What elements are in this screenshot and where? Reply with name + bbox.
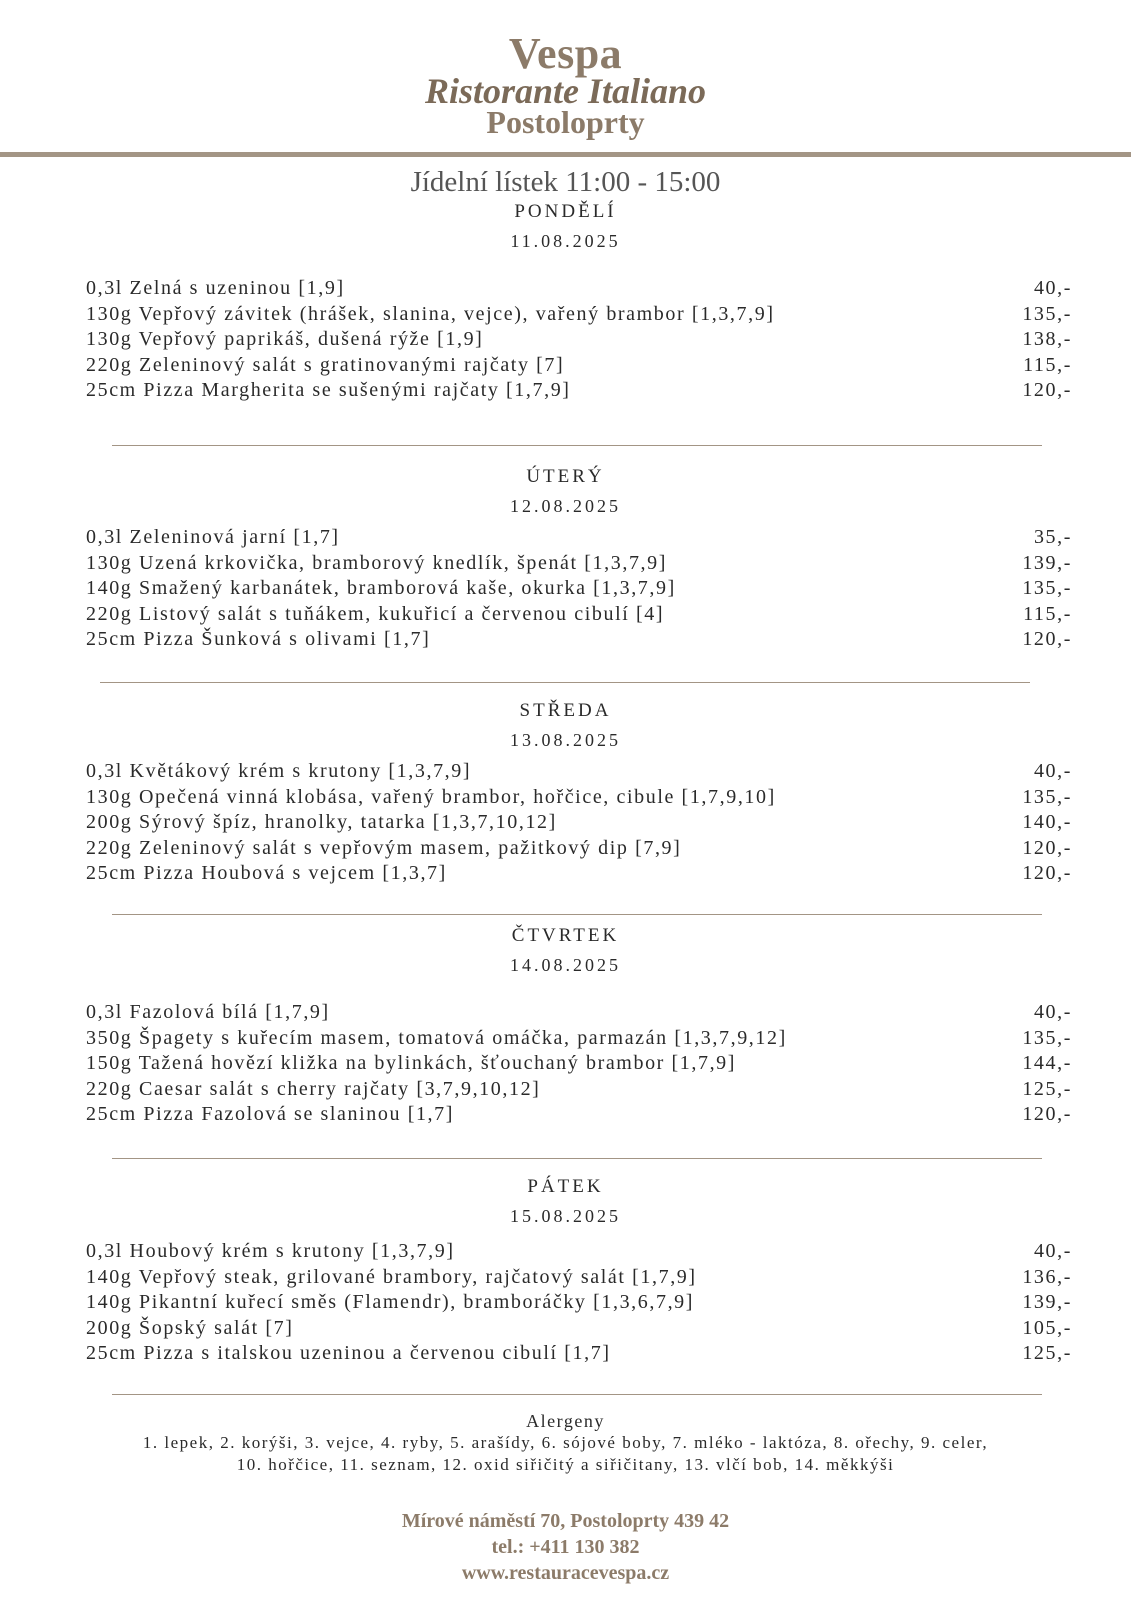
item-price: 125,- [1022,1342,1072,1364]
item-price: 115,- [1023,353,1072,376]
allergens-block [0,1410,1131,1476]
item-price: 115,- [1023,602,1072,625]
item-name: 25cm Pizza Fazolová se slaninou [1,7] [86,1103,455,1125]
menu-item [86,1291,1072,1317]
menu-item [86,354,1072,380]
menu-item [86,1342,1072,1368]
item-price: 120,- [1022,628,1072,650]
day-name: STŘEDA [519,700,612,721]
item-name: 130g Vepřový závitek (hrášek, slanina, vejce), vařený brambor [1,3,7,9] [86,302,775,325]
footer-website[interactable]: www.restauracevespa.cz [461,1562,670,1584]
item-name: 25cm Pizza s italskou uzeninou a červenou cibulí [1,7] [86,1342,611,1364]
item-name: 130g Opečená vinná klobása, vařený brambor, hořčice, cibule [1,7,9,10] [86,785,776,808]
menu-item [86,277,1072,303]
day-date: 14.08.2025 [510,955,621,975]
menu-item [86,837,1072,863]
menu-items [86,1001,1072,1129]
header [0,0,1131,160]
menu-item [86,811,1072,837]
day-date: 15.08.2025 [510,1206,621,1226]
item-name: 25cm Pizza Šunková s olivami [1,7] [86,628,431,650]
day-name: PÁTEK [527,1176,604,1197]
menu-items [86,526,1072,654]
menu-item [86,862,1072,888]
item-price: 144,- [1022,1052,1072,1074]
brand-subtitle: Ristorante Italiano [424,71,707,111]
item-name: 25cm Pizza Margherita se sušenými rajčaty [1,7,9] [86,379,571,401]
item-price: 135,- [1022,302,1072,325]
item-name: 150g Tažená hovězí kližka na bylinkách, šťouchaný brambor [1,7,9] [86,1052,737,1074]
item-name: 220g Listový salát s tuňákem, kukuřicí a červenou cibulí [4] [86,602,665,625]
footer-address: Mírové náměstí 70, Postoloprty 439 42 [401,1510,730,1532]
item-price: 120,- [1022,1103,1072,1125]
menu-item [86,303,1072,329]
menu-item [86,1001,1072,1027]
menu-items [86,277,1072,405]
item-name: 140g Vepřový steak, grilované brambory, rajčatový salát [1,7,9] [86,1265,697,1288]
item-name: 130g Uzená krkovička, bramborový knedlík, špenát [1,3,7,9] [86,551,668,574]
item-price: 135,- [1022,577,1072,599]
menu-item [86,379,1072,405]
day-date: 13.08.2025 [510,730,621,750]
item-name: 220g Caesar salát s cherry rajčaty [3,7,9,10,12] [86,1077,541,1100]
menu-item [86,1052,1072,1078]
item-name: 140g Smažený karbanátek, bramborová kaše, okurka [1,3,7,9] [86,577,676,599]
menu-title: Jídelní lístek 11:00 - 15:00 [410,166,721,198]
day-date: 11.08.2025 [510,231,621,251]
item-name: 220g Zeleninový salát s vepřovým masem, pažitkový dip [7,9] [86,836,682,859]
brand-name: Vespa [508,29,623,78]
item-price: 105,- [1022,1316,1072,1339]
item-price: 40,- [1033,760,1072,782]
item-price: 40,- [1033,277,1072,299]
menu-item [86,786,1072,812]
day-name: ÚTERÝ [526,466,605,487]
item-name: 0,3l Zelná s uzeninou [1,9] [86,277,345,299]
section-divider [112,1394,1042,1395]
item-price: 140,- [1022,811,1072,833]
menu-item [86,1103,1072,1129]
item-name: 350g Špagety s kuřecím masem, tomatová omáčka, parmazán [1,3,7,9,12] [86,1026,787,1049]
item-name: 140g Pikantní kuřecí směs (Flamendr), bramboráčky [1,3,6,7,9] [86,1291,695,1313]
day-name: PONDĚLÍ [514,201,617,222]
item-price: 35,- [1033,526,1072,548]
menu-item [86,1240,1072,1266]
section-divider [112,445,1042,446]
menu-item [86,1027,1072,1053]
brand-city: Postoloprty [486,104,645,140]
item-price: 40,- [1033,1001,1072,1023]
menu-item [86,1317,1072,1343]
item-name: 25cm Pizza Houbová s vejcem [1,3,7] [86,862,447,884]
menu-item [86,552,1072,578]
section-divider [112,1158,1042,1159]
item-price: 120,- [1022,836,1072,859]
item-name: 200g Šopský salát [7] [86,1316,294,1339]
item-price: 135,- [1022,1026,1072,1049]
menu-item [86,603,1072,629]
item-name: 0,3l Fazolová bílá [1,7,9] [86,1001,330,1023]
menu-item [86,1266,1072,1292]
menu-item [86,577,1072,603]
menu-item [86,526,1072,552]
item-price: 135,- [1022,785,1072,808]
item-name: 220g Zeleninový salát s gratinovanými rajčaty [7] [86,353,565,376]
item-name: 0,3l Houbový krém s krutony [1,3,7,9] [86,1240,455,1262]
header-divider [0,152,1131,157]
day-name: ČTVRTEK [511,925,620,946]
allergens-title: Alergeny [526,1411,605,1431]
footer-phone: tel.: +411 130 382 [491,1536,640,1558]
menu-item [86,328,1072,354]
day-date: 12.08.2025 [510,496,621,516]
item-price: 139,- [1022,551,1072,574]
section-divider [112,914,1042,915]
item-price: 136,- [1022,1265,1072,1288]
item-price: 138,- [1022,328,1072,350]
menu-item [86,628,1072,654]
item-price: 40,- [1033,1240,1072,1262]
item-price: 120,- [1022,379,1072,401]
item-price: 125,- [1022,1077,1072,1100]
section-divider [100,682,1030,683]
item-name: 0,3l Zeleninová jarní [1,7] [86,526,340,548]
item-name: 0,3l Květákový krém s krutony [1,3,7,9] [86,760,472,782]
item-name: 200g Sýrový špíz, hranolky, tatarka [1,3,7,10,12] [86,811,557,833]
footer [0,1508,1131,1586]
menu-item [86,1078,1072,1104]
item-price: 139,- [1022,1291,1072,1313]
menu-items [86,1240,1072,1368]
allergens-line: 10. hořčice, 11. seznam, 12. oxid siřičitý a siřičitany, 13. vlčí bob, 14. měkkýši [236,1455,895,1474]
allergens-line: 1. lepek, 2. korýši, 3. vejce, 4. ryby, 5. arašídy, 6. sójové boby, 7. mléko - laktóza, 8. ořechy, 9. celer, [142,1433,989,1452]
item-name: 130g Vepřový paprikáš, dušená rýže [1,9] [86,328,484,350]
item-price: 120,- [1022,862,1072,884]
menu-items [86,760,1072,888]
menu-item [86,760,1072,786]
